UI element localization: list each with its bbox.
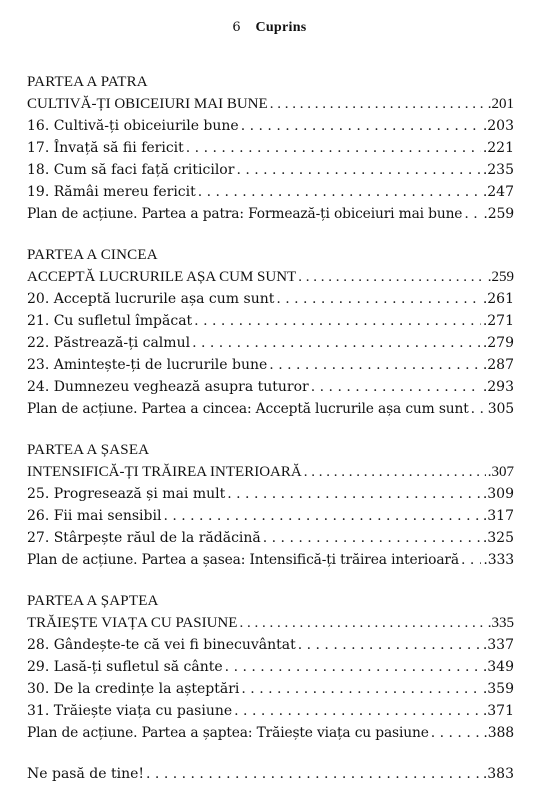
entry-label: 30. De la credințe la așteptări xyxy=(27,681,240,697)
toc-entry[interactable] xyxy=(27,678,514,700)
dot-leader xyxy=(241,678,480,700)
entry-label: 27. Stârpește răul de la rădăcină xyxy=(27,530,261,546)
dot-leader xyxy=(198,181,481,203)
entry-page: .309 xyxy=(482,486,514,502)
dot-leader xyxy=(263,527,481,549)
toc-entry-plan[interactable] xyxy=(27,549,514,571)
entry-label: 26. Fii mai sensibil xyxy=(27,508,162,524)
toc-entry[interactable] xyxy=(27,634,514,656)
entry-page: .271 xyxy=(482,313,514,329)
dot-leader xyxy=(311,376,481,398)
entry-label: ACCEPTĂ LUCRURILE AȘA CUM SUNT xyxy=(27,269,297,285)
toc-entry-plan[interactable] xyxy=(27,398,514,420)
dot-leader xyxy=(298,634,481,656)
dot-leader xyxy=(186,137,481,159)
entry-page: .349 xyxy=(482,659,514,675)
toc-section-part-6 xyxy=(27,439,514,571)
entry-page: .261 xyxy=(482,291,514,307)
entry-label: 16. Cultivă-ți obiceiurile bune xyxy=(27,118,239,134)
entry-label: 23. Amintește-ți de lucrurile bune xyxy=(27,357,268,373)
entry-page: .317 xyxy=(482,508,514,524)
entry-label: 21. Cu sufletul împăcat xyxy=(27,313,193,329)
dot-leader xyxy=(225,656,481,678)
toc-entry[interactable] xyxy=(27,612,514,634)
toc-entry[interactable] xyxy=(27,181,514,203)
dot-leader xyxy=(431,722,482,744)
toc-entry[interactable] xyxy=(27,137,514,159)
table-of-contents xyxy=(27,71,514,804)
entry-label: 20. Acceptă lucrurile așa cum sunt xyxy=(27,291,275,307)
toc-entry[interactable] xyxy=(27,266,514,288)
dot-leader xyxy=(241,115,481,137)
entry-label: 29. Lasă-ți sufletul să cânte xyxy=(27,659,223,675)
entry-page: .371 xyxy=(482,703,514,719)
entry-label: 18. Cum să faci față criticilor xyxy=(27,162,235,178)
entry-label: 22. Păstrează-ți calmul xyxy=(27,335,191,351)
entry-label: CULTIVĂ-ȚI OBICEIURI MAI BUNE xyxy=(27,96,268,112)
entry-page: .247 xyxy=(482,184,514,200)
page-number: 6 xyxy=(232,20,241,35)
entry-label: Plan de acțiune. Partea a patra: Formează-ți obiceiuri mai bune xyxy=(27,206,463,222)
dot-leader xyxy=(464,203,481,225)
part-heading: PARTEA A CINCEA xyxy=(27,247,158,263)
toc-entry-plan[interactable] xyxy=(27,722,514,744)
dot-leader xyxy=(276,288,480,310)
entry-label: 25. Progresează și mai mult xyxy=(27,486,226,502)
toc-entry[interactable] xyxy=(27,461,514,483)
toc-entry[interactable] xyxy=(27,115,514,137)
toc-entry[interactable] xyxy=(27,527,514,549)
toc-entry[interactable] xyxy=(27,354,514,376)
entry-label: 28. Gândește-te că vei fi binecuvântat xyxy=(27,637,296,653)
toc-entry[interactable] xyxy=(27,376,514,398)
toc-entry[interactable] xyxy=(27,763,514,785)
dot-leader xyxy=(269,354,481,376)
dot-leader xyxy=(471,398,486,420)
entry-page: .259 xyxy=(483,206,514,222)
dot-leader xyxy=(270,93,486,115)
entry-page: .235 xyxy=(482,162,514,178)
toc-section-part-7 xyxy=(27,590,514,744)
part-heading: PARTEA A ȘAPTEA xyxy=(27,593,159,609)
entry-label: Plan de acțiune. Partea a șaptea: Trăiește viața cu pasiune xyxy=(27,725,429,741)
dot-leader xyxy=(192,332,481,354)
entry-label: 31. Trăiește viața cu pasiune xyxy=(27,703,233,719)
entry-label: TRĂIEȘTE VIAȚA CU PASIUNE xyxy=(27,615,238,631)
toc-entry[interactable] xyxy=(27,700,514,722)
dot-leader xyxy=(227,483,481,505)
entry-page: .307 xyxy=(487,464,514,480)
entry-page: .293 xyxy=(482,379,514,395)
toc-entry[interactable] xyxy=(27,656,514,678)
dot-leader xyxy=(163,505,480,527)
dot-leader xyxy=(304,461,486,483)
entry-page: .333 xyxy=(483,552,514,568)
toc-entry-plan[interactable] xyxy=(27,203,514,225)
dot-leader xyxy=(146,763,481,785)
page-header xyxy=(0,20,539,36)
entry-page: .383 xyxy=(482,766,514,782)
dot-leader xyxy=(298,266,486,288)
toc-section-part-4 xyxy=(27,71,514,225)
part-heading: PARTEA A PATRA xyxy=(27,74,148,90)
entry-page: 305 xyxy=(487,401,514,417)
toc-entry[interactable] xyxy=(27,483,514,505)
entry-page: .335 xyxy=(487,615,514,631)
dot-leader xyxy=(461,549,481,571)
entry-label: Plan de acțiune. Partea a cincea: Acceptă lucrurile așa cum sunt xyxy=(27,401,469,417)
entry-page: .201 xyxy=(487,96,514,112)
dot-leader xyxy=(234,700,481,722)
entry-label: INTENSIFICĂ-ȚI TRĂIREA INTERIOARĂ xyxy=(27,464,302,480)
toc-section-part-5 xyxy=(27,244,514,420)
dot-leader xyxy=(239,612,485,634)
dot-leader xyxy=(236,159,480,181)
toc-entry[interactable] xyxy=(27,505,514,527)
toc-section-closing xyxy=(27,763,514,785)
entry-page: .287 xyxy=(482,357,514,373)
dot-leader xyxy=(194,310,481,332)
page-title: Cuprins xyxy=(255,20,307,35)
part-heading: PARTEA A ȘASEA xyxy=(27,442,150,458)
entry-label: 17. Învață să fii fericit xyxy=(27,140,184,156)
entry-page: .221 xyxy=(482,140,514,156)
toc-entry[interactable] xyxy=(27,288,514,310)
entry-label: Ne pasă de tine! xyxy=(27,766,145,782)
toc-entry[interactable] xyxy=(27,93,514,115)
entry-page: .325 xyxy=(482,530,514,546)
toc-entry[interactable] xyxy=(27,159,514,181)
entry-page: .359 xyxy=(482,681,514,697)
entry-label: 24. Dumnezeu veghează asupra tuturor xyxy=(27,379,309,395)
entry-page: .259 xyxy=(487,269,514,285)
entry-page: .337 xyxy=(482,637,514,653)
entry-page: .279 xyxy=(482,335,514,351)
toc-entry[interactable] xyxy=(27,310,514,332)
entry-label: 19. Rămâi mereu fericit xyxy=(27,184,196,200)
entry-label: Plan de acțiune. Partea a șasea: Intensifică-ți trăirea interioară xyxy=(27,552,459,568)
entry-page: .203 xyxy=(482,118,514,134)
toc-entry[interactable] xyxy=(27,332,514,354)
entry-page: .388 xyxy=(483,725,514,741)
